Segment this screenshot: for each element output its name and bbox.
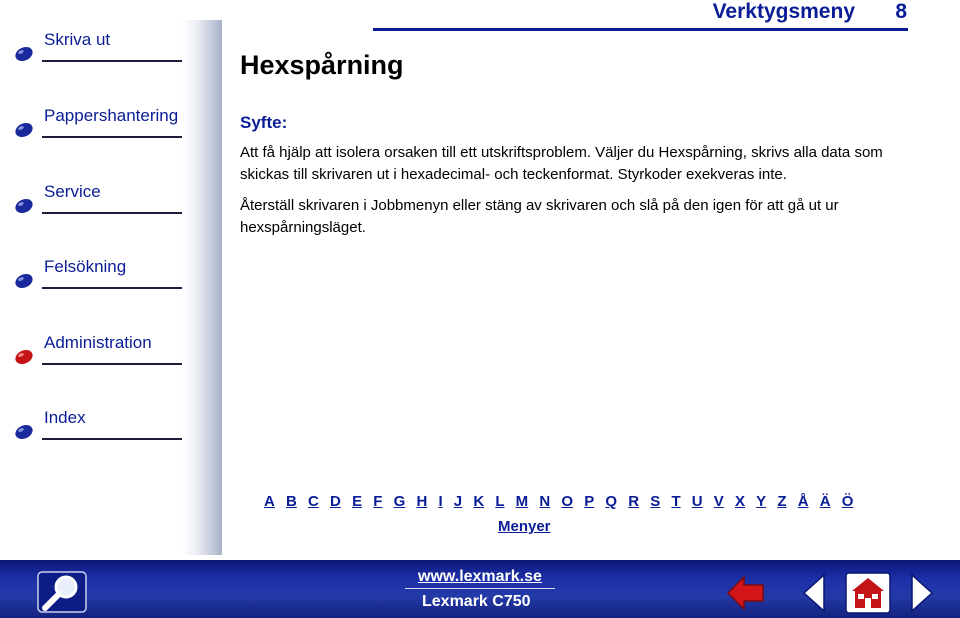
bullet-icon bbox=[12, 423, 34, 441]
sidebar-item-label: Pappershantering bbox=[44, 106, 179, 125]
index-letter-link[interactable]: R bbox=[628, 493, 640, 510]
website-link[interactable]: www.lexmark.se bbox=[418, 568, 542, 585]
index-letter-link[interactable]: N bbox=[539, 493, 551, 510]
index-letter-link[interactable]: Å bbox=[797, 493, 809, 510]
sidebar-item-administration[interactable] bbox=[0, 333, 185, 373]
index-letter-link[interactable]: X bbox=[734, 493, 745, 510]
bullet-icon bbox=[12, 197, 34, 215]
next-page-icon[interactable] bbox=[908, 572, 936, 614]
index-letter-link[interactable]: B bbox=[286, 493, 297, 510]
bullet-icon bbox=[12, 272, 34, 290]
index-letter-link[interactable]: L bbox=[495, 493, 505, 510]
index-letter-link[interactable]: M bbox=[515, 493, 529, 510]
index-letter-link[interactable]: P bbox=[584, 493, 595, 510]
index-letter-link[interactable]: Y bbox=[756, 493, 767, 510]
previous-page-icon[interactable] bbox=[800, 572, 828, 614]
divider bbox=[42, 136, 182, 138]
sidebar-item-label: Index bbox=[44, 408, 86, 427]
search-icon[interactable] bbox=[36, 569, 88, 615]
index-letter-link[interactable]: V bbox=[713, 493, 724, 510]
bullet-icon bbox=[12, 348, 34, 366]
index-letter-link[interactable]: Ö bbox=[841, 493, 854, 510]
index-letter-link[interactable]: Ä bbox=[819, 493, 831, 510]
index-letter-link[interactable]: F bbox=[373, 493, 383, 510]
go-back-icon[interactable] bbox=[726, 574, 766, 612]
index-letter-link[interactable]: D bbox=[330, 493, 341, 510]
home-icon[interactable] bbox=[844, 571, 892, 615]
purpose-paragraph: Att få hjälp att isolera orsaken till ett utskriftsproblem. Väljer du Hexspårning, skrivs alla data som skickas till skrivaren ut i hexadecimal- och teckenformat. Styrkoder exekveras inte. bbox=[240, 144, 883, 183]
bullet-icon bbox=[12, 45, 34, 63]
divider bbox=[42, 438, 182, 440]
index-letter-link[interactable]: J bbox=[453, 493, 463, 510]
sidebar-item-label: Skriva ut bbox=[44, 30, 111, 49]
reset-paragraph: Återställ skrivaren i Jobbmenyn eller stäng av skrivaren och slå på den igen för att gå ut ur hexspårningsläget. bbox=[240, 197, 839, 236]
index-letter-link[interactable]: E bbox=[352, 493, 363, 510]
page-title: Hexspårning bbox=[240, 50, 404, 80]
sidebar-item-print[interactable] bbox=[0, 30, 185, 70]
index-letter-link[interactable]: U bbox=[691, 493, 703, 510]
sidebar-shadow bbox=[182, 20, 222, 555]
sidebar-item-label: Service bbox=[44, 182, 101, 201]
header-rule bbox=[373, 28, 908, 31]
divider bbox=[42, 287, 182, 289]
sidebar-item-label: Administration bbox=[44, 333, 152, 352]
index-letter-link[interactable]: Q bbox=[605, 493, 618, 510]
purpose-heading: Syfte: bbox=[240, 113, 288, 132]
index-letter-link[interactable]: O bbox=[561, 493, 574, 510]
section-title: Verktygsmeny bbox=[712, 0, 855, 23]
index-letter-link[interactable]: G bbox=[393, 493, 406, 510]
alphabet-index bbox=[264, 493, 860, 510]
menus-link[interactable]: Menyer bbox=[498, 518, 551, 535]
sidebar-item-service[interactable] bbox=[0, 182, 185, 222]
sidebar-item-troubleshooting[interactable] bbox=[0, 257, 185, 297]
index-letter-link[interactable]: S bbox=[650, 493, 661, 510]
footer-divider bbox=[405, 588, 555, 589]
sidebar-item-index[interactable] bbox=[0, 408, 185, 448]
index-letter-link[interactable]: H bbox=[416, 493, 428, 510]
divider bbox=[42, 212, 182, 214]
divider bbox=[42, 363, 182, 365]
sidebar bbox=[0, 0, 222, 560]
page-number: 8 bbox=[895, 0, 907, 23]
divider bbox=[42, 60, 182, 62]
index-letter-link[interactable]: T bbox=[671, 493, 681, 510]
index-letter-link[interactable]: Z bbox=[777, 493, 787, 510]
index-letter-link[interactable]: A bbox=[264, 493, 275, 510]
index-letter-link[interactable]: K bbox=[473, 493, 485, 510]
bullet-icon bbox=[12, 121, 34, 139]
index-letter-link[interactable]: I bbox=[438, 493, 443, 510]
sidebar-item-label: Felsökning bbox=[44, 257, 127, 276]
index-letter-link[interactable]: C bbox=[308, 493, 319, 510]
sidebar-item-paper-handling[interactable] bbox=[0, 106, 185, 146]
product-name: Lexmark C750 bbox=[422, 593, 531, 610]
